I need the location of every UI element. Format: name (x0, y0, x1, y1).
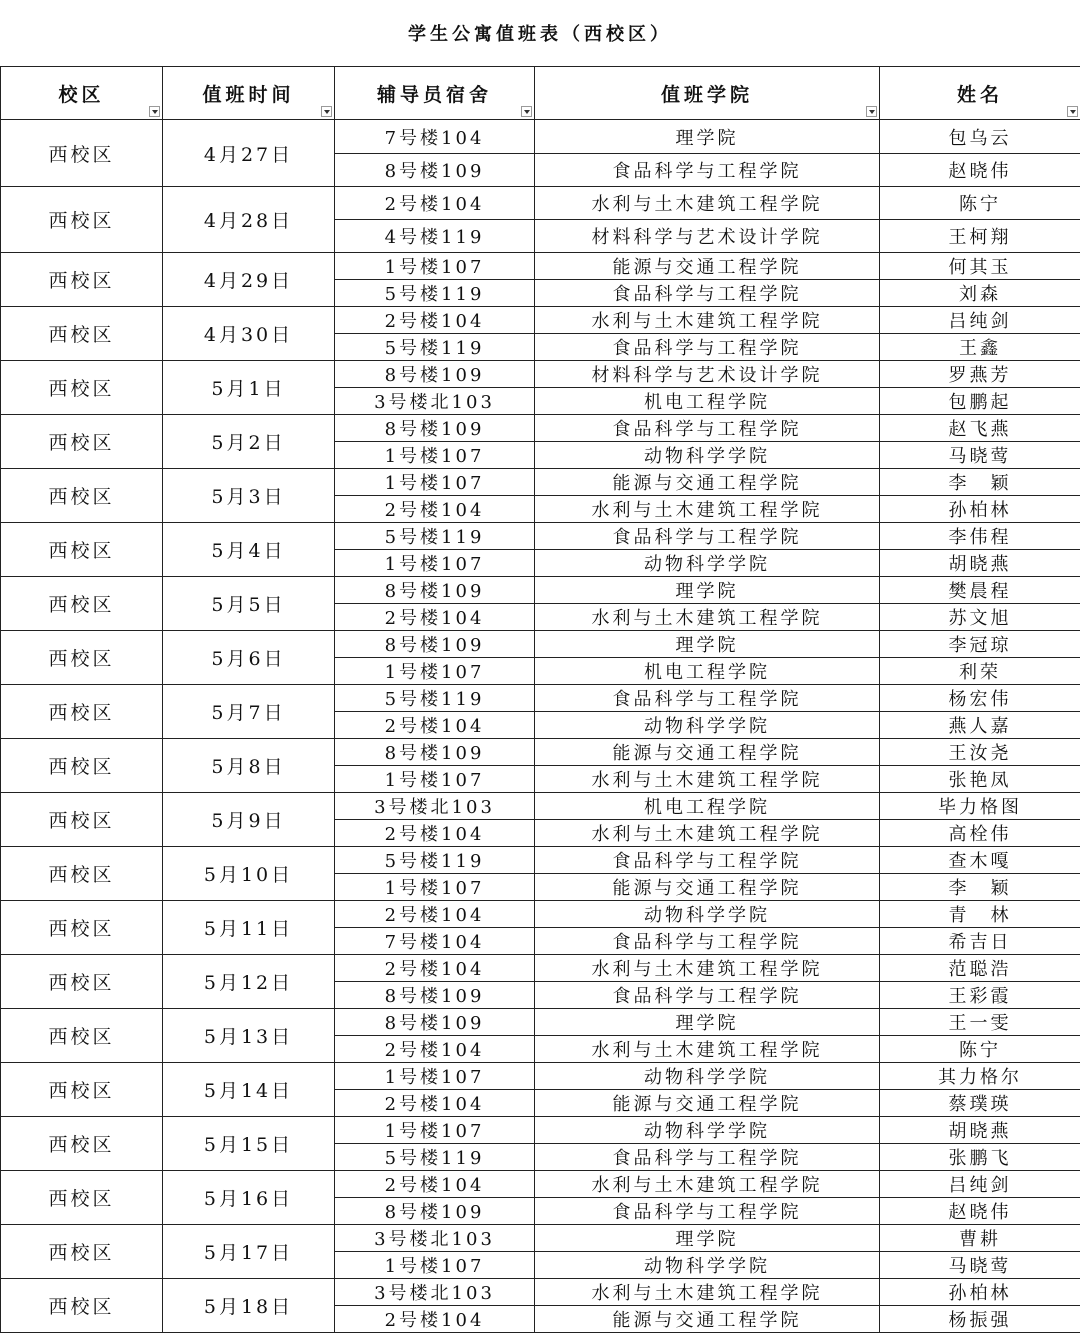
name-cell: 陈宁 (880, 1036, 1080, 1063)
name-cell: 希吉日 (880, 928, 1080, 955)
filter-dropdown-icon[interactable] (149, 106, 160, 117)
dorm-cell: 1号楼107 (335, 1117, 535, 1144)
header-campus (1, 67, 163, 120)
table-row (1, 1009, 1080, 1036)
name-cell: 蔡璞瑛 (880, 1090, 1080, 1117)
college-cell: 食品科学与工程学院 (535, 685, 880, 712)
table-body (1, 120, 1080, 1333)
date-cell: 4月28日 (163, 187, 335, 253)
campus-cell: 西校区 (1, 739, 163, 793)
header-row (1, 67, 1080, 120)
name-cell: 胡晓燕 (880, 1117, 1080, 1144)
dorm-cell: 7号楼104 (335, 120, 535, 154)
table-row (1, 361, 1080, 388)
name-cell: 李伟程 (880, 523, 1080, 550)
name-cell: 刘森 (880, 280, 1080, 307)
college-cell: 机电工程学院 (535, 388, 880, 415)
filter-dropdown-icon[interactable] (866, 106, 877, 117)
college-cell: 食品科学与工程学院 (535, 982, 880, 1009)
dorm-cell: 8号楼109 (335, 361, 535, 388)
table-row (1, 1171, 1080, 1198)
header-label: 姓名 (957, 84, 1003, 106)
name-cell: 毕力格图 (880, 793, 1080, 820)
college-cell: 水利与土木建筑工程学院 (535, 766, 880, 793)
date-cell: 5月9日 (163, 793, 335, 847)
dorm-cell: 1号楼107 (335, 658, 535, 685)
header-dorm (335, 67, 535, 120)
college-cell: 水利与土木建筑工程学院 (535, 496, 880, 523)
dorm-cell: 2号楼104 (335, 1171, 535, 1198)
dorm-cell: 5号楼119 (335, 685, 535, 712)
college-cell: 水利与土木建筑工程学院 (535, 1171, 880, 1198)
name-cell: 马晓莺 (880, 442, 1080, 469)
name-cell: 包乌云 (880, 120, 1080, 154)
college-cell: 动物科学学院 (535, 901, 880, 928)
campus-cell: 西校区 (1, 1279, 163, 1333)
college-cell: 水利与土木建筑工程学院 (535, 307, 880, 334)
date-cell: 5月1日 (163, 361, 335, 415)
date-cell: 5月2日 (163, 415, 335, 469)
dorm-cell: 4号楼119 (335, 220, 535, 253)
duty-table (0, 66, 1080, 1333)
campus-cell: 西校区 (1, 415, 163, 469)
name-cell: 罗燕芳 (880, 361, 1080, 388)
name-cell: 马晓莺 (880, 1252, 1080, 1279)
header-label: 值班时间 (202, 84, 294, 106)
dorm-cell: 8号楼109 (335, 1198, 535, 1225)
name-cell: 孙柏林 (880, 496, 1080, 523)
college-cell: 水利与土木建筑工程学院 (535, 604, 880, 631)
name-cell: 陈宁 (880, 187, 1080, 220)
filter-dropdown-icon[interactable] (321, 106, 332, 117)
dorm-cell: 5号楼119 (335, 523, 535, 550)
dorm-cell: 5号楼119 (335, 1144, 535, 1171)
name-cell: 曹耕 (880, 1225, 1080, 1252)
date-cell: 5月3日 (163, 469, 335, 523)
college-cell: 动物科学学院 (535, 1117, 880, 1144)
date-cell: 5月7日 (163, 685, 335, 739)
date-cell: 5月13日 (163, 1009, 335, 1063)
name-cell: 查木嘎 (880, 847, 1080, 874)
campus-cell: 西校区 (1, 1009, 163, 1063)
college-cell: 理学院 (535, 577, 880, 604)
table-row (1, 120, 1080, 154)
college-cell: 食品科学与工程学院 (535, 847, 880, 874)
name-cell: 范聪浩 (880, 955, 1080, 982)
college-cell: 动物科学学院 (535, 1063, 880, 1090)
date-cell: 5月4日 (163, 523, 335, 577)
name-cell: 王柯翔 (880, 220, 1080, 253)
dorm-cell: 8号楼109 (335, 577, 535, 604)
dorm-cell: 2号楼104 (335, 820, 535, 847)
college-cell: 水利与土木建筑工程学院 (535, 820, 880, 847)
table-row (1, 1279, 1080, 1306)
college-cell: 理学院 (535, 1225, 880, 1252)
dorm-cell: 1号楼107 (335, 442, 535, 469)
college-cell: 机电工程学院 (535, 793, 880, 820)
college-cell: 食品科学与工程学院 (535, 523, 880, 550)
date-cell: 4月27日 (163, 120, 335, 187)
college-cell: 食品科学与工程学院 (535, 154, 880, 187)
name-cell: 王彩霞 (880, 982, 1080, 1009)
dorm-cell: 1号楼107 (335, 766, 535, 793)
dorm-cell: 7号楼104 (335, 928, 535, 955)
name-cell: 其力格尔 (880, 1063, 1080, 1090)
name-cell: 李冠琼 (880, 631, 1080, 658)
dorm-cell: 1号楼107 (335, 874, 535, 901)
date-cell: 5月11日 (163, 901, 335, 955)
dorm-cell: 1号楼107 (335, 1063, 535, 1090)
college-cell: 理学院 (535, 631, 880, 658)
header-label: 校区 (58, 84, 104, 106)
name-cell: 胡晓燕 (880, 550, 1080, 577)
college-cell: 能源与交通工程学院 (535, 469, 880, 496)
table-row (1, 577, 1080, 604)
dorm-cell: 8号楼109 (335, 154, 535, 187)
dorm-cell: 2号楼104 (335, 901, 535, 928)
dorm-cell: 2号楼104 (335, 604, 535, 631)
header-college (535, 67, 880, 120)
college-cell: 食品科学与工程学院 (535, 334, 880, 361)
college-cell: 动物科学学院 (535, 712, 880, 739)
dorm-cell: 3号楼北103 (335, 793, 535, 820)
date-cell: 5月17日 (163, 1225, 335, 1279)
college-cell: 水利与土木建筑工程学院 (535, 1036, 880, 1063)
dorm-cell: 1号楼107 (335, 253, 535, 280)
dorm-cell: 8号楼109 (335, 739, 535, 766)
name-cell: 李 颖 (880, 874, 1080, 901)
campus-cell: 西校区 (1, 307, 163, 361)
name-cell: 张鹏飞 (880, 1144, 1080, 1171)
name-cell: 赵晓伟 (880, 154, 1080, 187)
college-cell: 能源与交通工程学院 (535, 1306, 880, 1333)
table-row (1, 631, 1080, 658)
name-cell: 利荣 (880, 658, 1080, 685)
header-date (163, 67, 335, 120)
dorm-cell: 2号楼104 (335, 496, 535, 523)
name-cell: 王汝尧 (880, 739, 1080, 766)
date-cell: 5月14日 (163, 1063, 335, 1117)
dorm-cell: 2号楼104 (335, 1090, 535, 1117)
campus-cell: 西校区 (1, 1171, 163, 1225)
campus-cell: 西校区 (1, 1063, 163, 1117)
dorm-cell: 8号楼109 (335, 982, 535, 1009)
table-row (1, 523, 1080, 550)
campus-cell: 西校区 (1, 847, 163, 901)
campus-cell: 西校区 (1, 577, 163, 631)
date-cell: 5月18日 (163, 1279, 335, 1333)
name-cell: 包鹏起 (880, 388, 1080, 415)
dorm-cell: 2号楼104 (335, 955, 535, 982)
campus-cell: 西校区 (1, 187, 163, 253)
campus-cell: 西校区 (1, 523, 163, 577)
college-cell: 能源与交通工程学院 (535, 253, 880, 280)
dorm-cell: 5号楼119 (335, 847, 535, 874)
name-cell: 赵飞燕 (880, 415, 1080, 442)
dorm-cell: 5号楼119 (335, 280, 535, 307)
date-cell: 5月5日 (163, 577, 335, 631)
date-cell: 4月30日 (163, 307, 335, 361)
campus-cell: 西校区 (1, 253, 163, 307)
table-row (1, 469, 1080, 496)
campus-cell: 西校区 (1, 469, 163, 523)
college-cell: 理学院 (535, 1009, 880, 1036)
name-cell: 吕纯剑 (880, 1171, 1080, 1198)
table-row (1, 955, 1080, 982)
name-cell: 杨宏伟 (880, 685, 1080, 712)
table-row (1, 415, 1080, 442)
college-cell: 水利与土木建筑工程学院 (535, 187, 880, 220)
dorm-cell: 2号楼104 (335, 1306, 535, 1333)
college-cell: 材料科学与艺术设计学院 (535, 220, 880, 253)
campus-cell: 西校区 (1, 793, 163, 847)
name-cell: 王鑫 (880, 334, 1080, 361)
name-cell: 赵晓伟 (880, 1198, 1080, 1225)
page-title: 学生公寓值班表（西校区） (0, 20, 1080, 46)
college-cell: 动物科学学院 (535, 550, 880, 577)
table-row (1, 187, 1080, 220)
dorm-cell: 3号楼北103 (335, 388, 535, 415)
name-cell: 燕人嘉 (880, 712, 1080, 739)
table-row (1, 1225, 1080, 1252)
name-cell: 李 颖 (880, 469, 1080, 496)
college-cell: 食品科学与工程学院 (535, 280, 880, 307)
dorm-cell: 2号楼104 (335, 712, 535, 739)
name-cell: 高栓伟 (880, 820, 1080, 847)
college-cell: 动物科学学院 (535, 1252, 880, 1279)
dorm-cell: 1号楼107 (335, 550, 535, 577)
date-cell: 4月29日 (163, 253, 335, 307)
table-row (1, 847, 1080, 874)
table-row (1, 685, 1080, 712)
college-cell: 能源与交通工程学院 (535, 874, 880, 901)
date-cell: 5月12日 (163, 955, 335, 1009)
dorm-cell: 5号楼119 (335, 334, 535, 361)
table-row (1, 793, 1080, 820)
dorm-cell: 3号楼北103 (335, 1225, 535, 1252)
dorm-cell: 3号楼北103 (335, 1279, 535, 1306)
table-row (1, 253, 1080, 280)
header-label: 值班学院 (661, 84, 753, 106)
name-cell: 樊晨程 (880, 577, 1080, 604)
table-row (1, 739, 1080, 766)
header-name (880, 67, 1080, 120)
table-row (1, 1117, 1080, 1144)
name-cell: 王一雯 (880, 1009, 1080, 1036)
campus-cell: 西校区 (1, 361, 163, 415)
dorm-cell: 8号楼109 (335, 1009, 535, 1036)
name-cell: 孙柏林 (880, 1279, 1080, 1306)
campus-cell: 西校区 (1, 1225, 163, 1279)
college-cell: 水利与土木建筑工程学院 (535, 955, 880, 982)
dorm-cell: 8号楼109 (335, 631, 535, 658)
campus-cell: 西校区 (1, 120, 163, 187)
college-cell: 食品科学与工程学院 (535, 1144, 880, 1171)
campus-cell: 西校区 (1, 631, 163, 685)
college-cell: 理学院 (535, 120, 880, 154)
dorm-cell: 8号楼109 (335, 415, 535, 442)
college-cell: 机电工程学院 (535, 658, 880, 685)
campus-cell: 西校区 (1, 1117, 163, 1171)
college-cell: 食品科学与工程学院 (535, 928, 880, 955)
table-row (1, 901, 1080, 928)
date-cell: 5月8日 (163, 739, 335, 793)
college-cell: 材料科学与艺术设计学院 (535, 361, 880, 388)
name-cell: 张艳凤 (880, 766, 1080, 793)
header-label: 辅导员宿舍 (377, 84, 492, 106)
filter-dropdown-icon[interactable] (1067, 106, 1078, 117)
campus-cell: 西校区 (1, 685, 163, 739)
date-cell: 5月6日 (163, 631, 335, 685)
name-cell: 苏文旭 (880, 604, 1080, 631)
date-cell: 5月15日 (163, 1117, 335, 1171)
dorm-cell: 2号楼104 (335, 187, 535, 220)
filter-dropdown-icon[interactable] (521, 106, 532, 117)
table-row (1, 1063, 1080, 1090)
college-cell: 能源与交通工程学院 (535, 1090, 880, 1117)
name-cell: 青 林 (880, 901, 1080, 928)
dorm-cell: 1号楼107 (335, 469, 535, 496)
campus-cell: 西校区 (1, 955, 163, 1009)
college-cell: 水利与土木建筑工程学院 (535, 1279, 880, 1306)
dorm-cell: 1号楼107 (335, 1252, 535, 1279)
name-cell: 何其玉 (880, 253, 1080, 280)
date-cell: 5月10日 (163, 847, 335, 901)
name-cell: 吕纯剑 (880, 307, 1080, 334)
table-row (1, 307, 1080, 334)
name-cell: 杨振强 (880, 1306, 1080, 1333)
college-cell: 能源与交通工程学院 (535, 739, 880, 766)
date-cell: 5月16日 (163, 1171, 335, 1225)
dorm-cell: 2号楼104 (335, 307, 535, 334)
college-cell: 食品科学与工程学院 (535, 415, 880, 442)
campus-cell: 西校区 (1, 901, 163, 955)
college-cell: 动物科学学院 (535, 442, 880, 469)
college-cell: 食品科学与工程学院 (535, 1198, 880, 1225)
dorm-cell: 2号楼104 (335, 1036, 535, 1063)
